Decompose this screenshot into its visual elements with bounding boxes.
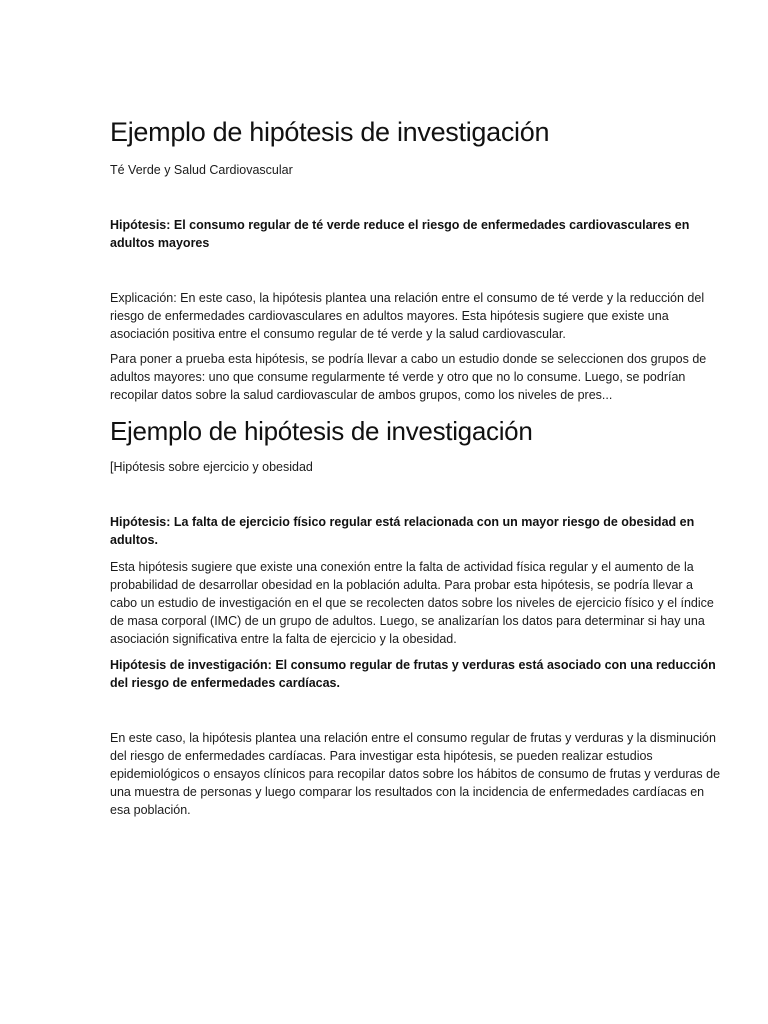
section1-paragraph2: Para poner a prueba esta hipótesis, se podría llevar a cabo un estudio donde se seleccionen dos grupos de adultos mayores: uno que consume regularmente té verde y otro que no lo consume. Luego, se podrían recopilar datos sobre la salud cardiovascular de ambos grupos, como los niveles de pres... <box>110 352 707 402</box>
section1-explanation: Explicación: En este caso, la hipótesis plantea una relación entre el consumo de té verde y la reducción del riesgo de enfermedades cardiovasculares en adultos mayores. Esta hipótesis sugiere que existe una asociación positiva entre el consumo regular de té verde y la salud cardiovascular. <box>110 291 705 341</box>
section2-hypothesis2: Hipótesis de investigación: El consumo regular de frutas y verduras está asociado con una reducción del riesgo de enfermedades cardíacas. <box>110 658 716 690</box>
section2-paragraph1: Esta hipótesis sugiere que existe una conexión entre la falta de actividad física regular y el aumento de la probabilidad de desarrollar obesidad en la población adulta. Para probar esta hipótesis, se podría llevar a cabo un estudio de investigación en el que se recolecten datos sobre los niveles de ejercicio físico y el índice de masa corporal (IMC) de un grupo de adultos. Luego, se analizarían los datos para determinar si hay una asociación significativa entre la falta de ejercicio y la obesidad. <box>110 560 714 646</box>
section2-subtitle: [Hipótesis sobre ejercicio y obesidad <box>110 460 313 474</box>
section2-title: Ejemplo de hipótesis de investigación <box>110 416 533 446</box>
section1-hypothesis: Hipótesis: El consumo regular de té verde reduce el riesgo de enfermedades cardiovasculares en adultos mayores <box>110 218 690 250</box>
section2-hypothesis: Hipótesis: La falta de ejercicio físico regular está relacionada con un mayor riesgo de obesidad en adultos. <box>110 515 695 547</box>
section2-paragraph2: En este caso, la hipótesis plantea una relación entre el consumo regular de frutas y verduras y la disminución del riesgo de enfermedades cardíacas. Para investigar esta hipótesis, se pueden realizar estudios epidemiológicos o ensayos clínicos para recopilar datos sobre los hábitos de consumo de frutas y verduras de una muestra de personas y luego comparar los resultados con la incidencia de enfermedades cardíacas en esa población. <box>110 731 721 817</box>
section1-subtitle: Té Verde y Salud Cardiovascular <box>110 163 293 177</box>
section1-title: Ejemplo de hipótesis de investigación <box>110 117 550 147</box>
